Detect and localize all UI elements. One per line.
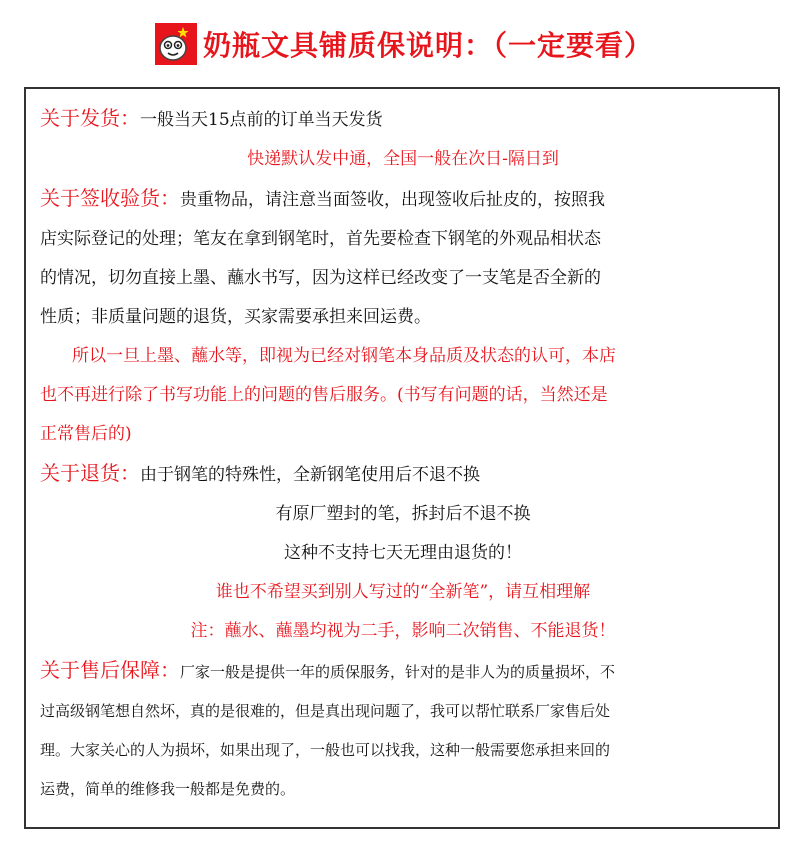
returns-text: 由于钢笔的特殊性，全新钢笔使用后不退不换 xyxy=(140,465,480,485)
receipt-line-3: 的情况，切勿直接上墨、蘸水书写，因为这样已经改变了一支笔是否全新的 xyxy=(40,268,601,288)
shipping-note: 快递默认发中通，全国一般在次日-隔日到 xyxy=(247,149,559,169)
returns-center-line-1: 有原厂塑封的笔，拆封后不退不换 xyxy=(275,504,531,524)
receipt-warning-line-2: 也不再进行除了书写功能上的问题的售后服务。(书写有问题的话，当然还是 xyxy=(40,385,608,405)
returns-center-line-2: 这种不支持七天无理由退货的！ xyxy=(284,543,522,563)
after-sales-line-2: 过高级钢笔想自然坏，真的是很难的，但是真出现问题了，我可以帮忙联系厂家售后处 xyxy=(40,702,611,720)
receipt-warning-line-3: 正常售后的) xyxy=(40,424,132,444)
receipt-line-2: 店实际登记的处理；笔友在拿到钢笔时，首先要检查下钢笔的外观品相状态 xyxy=(40,229,601,249)
receipt-section xyxy=(40,179,766,220)
after-sales-line-4: 运费，简单的维修我一般都是免费的。 xyxy=(40,780,296,798)
receipt-line-1: 贵重物品，请注意当面签收，出现签收后扯皮的，按照我 xyxy=(180,190,605,210)
shipping-section xyxy=(40,99,766,140)
receipt-warning-line-1: 所以一旦上墨、蘸水等，即视为已经对钢笔本身品质及状态的认可，本店 xyxy=(72,346,616,366)
page-title: 奶瓶文具铺质保说明：（一定要看） xyxy=(202,29,653,62)
returns-heading: 关于退货： xyxy=(40,461,140,485)
returns-red-line-1: 谁也不希望买到别人写过的“全新笔”，请互相理解 xyxy=(215,582,591,602)
receipt-heading: 关于签收验货： xyxy=(40,186,180,210)
after-sales-line-1: 厂家一般是提供一年的质保服务，针对的是非人为的质量损坏，不 xyxy=(180,663,616,681)
returns-red-line-2: 注：蘸水、蘸墨均视为二手，影响二次销售、不能退货！ xyxy=(190,621,616,641)
cartoon-mascot-icon xyxy=(153,21,199,67)
page-header xyxy=(0,12,806,76)
shipping-text: 一般当天15点前的订单当天发货 xyxy=(140,110,383,130)
after-sales-heading: 关于售后保障： xyxy=(40,658,180,682)
after-sales-section xyxy=(40,651,766,692)
receipt-line-4: 性质；非质量问题的退货，买家需要承担来回运费。 xyxy=(40,307,431,327)
shipping-heading: 关于发货： xyxy=(40,106,140,130)
after-sales-line-3: 理。大家关心的人为损坏，如果出现了，一般也可以找我，这种一般需要您承担来回的 xyxy=(40,741,611,759)
policy-box xyxy=(24,87,780,829)
returns-section xyxy=(40,454,766,495)
